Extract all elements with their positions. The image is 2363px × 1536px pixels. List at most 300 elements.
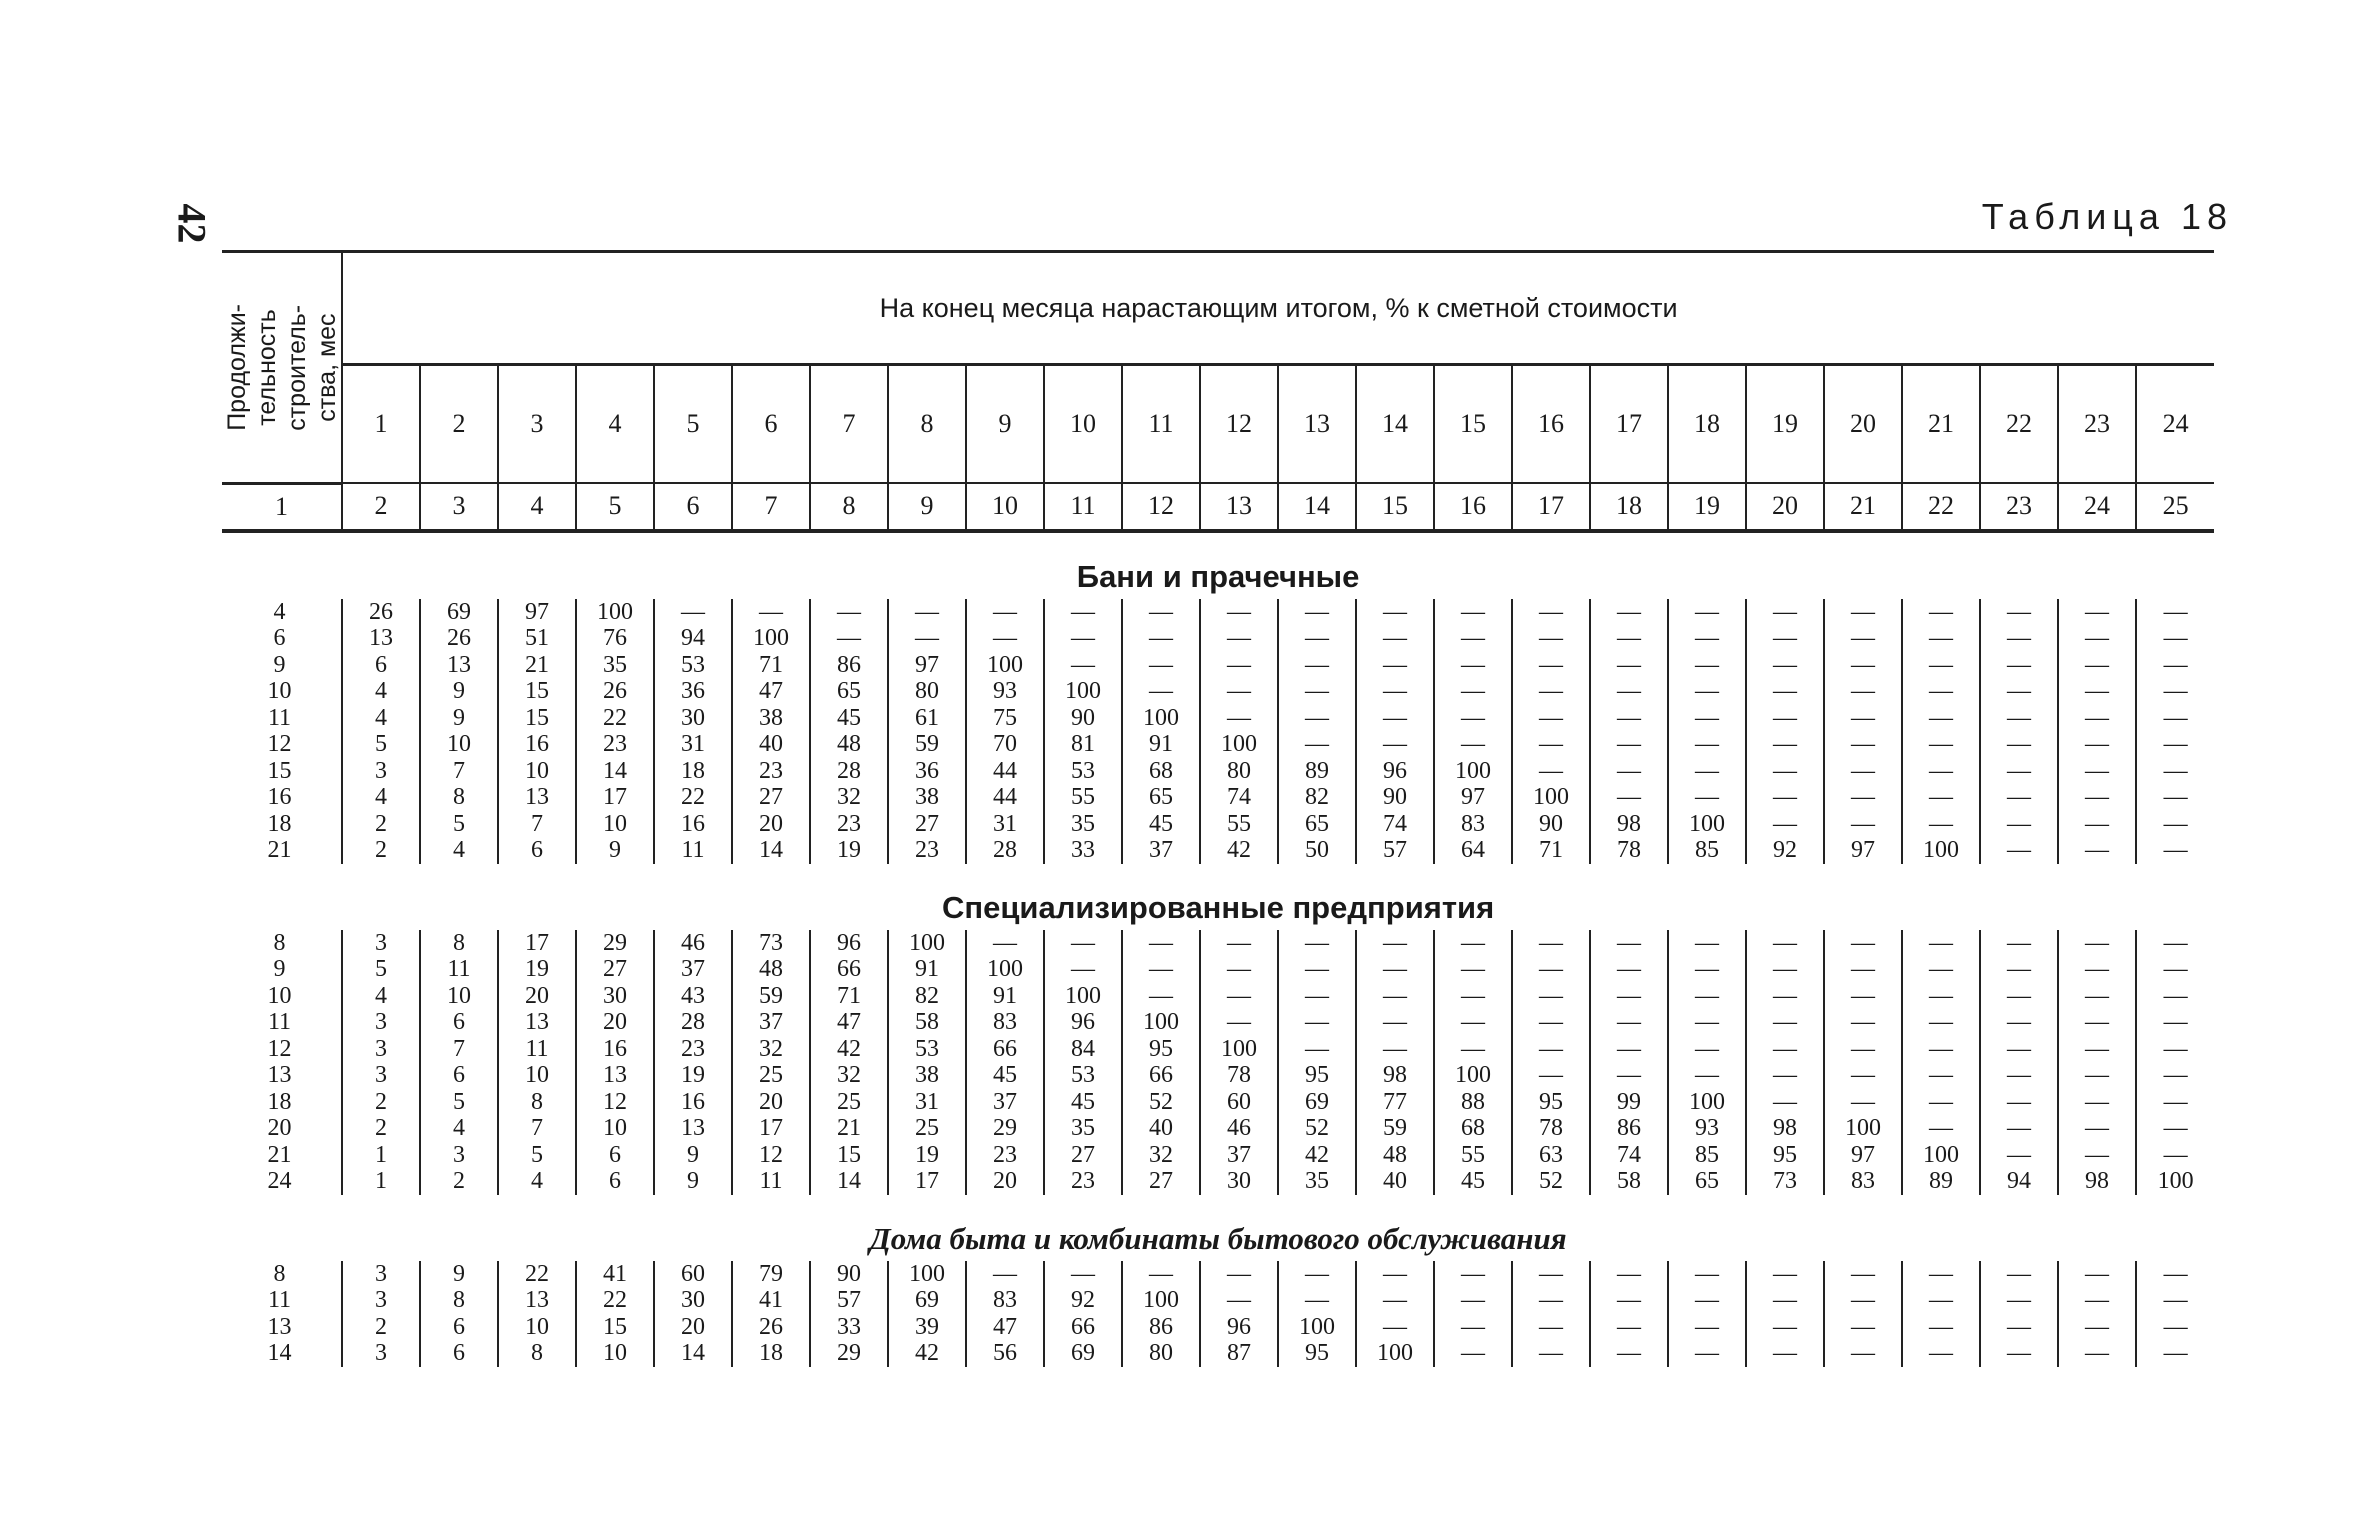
percent-cell: 83 xyxy=(966,1009,1044,1036)
percent-cell: — xyxy=(1902,811,1980,838)
percent-cell: 5 xyxy=(342,731,420,758)
percent-cell: — xyxy=(1356,1036,1434,1063)
percent-cell: 69 xyxy=(1278,1089,1356,1116)
percent-cell: — xyxy=(888,625,966,652)
column-number-9: 9 xyxy=(888,483,966,531)
percent-cell: 10 xyxy=(420,983,498,1010)
percent-cell: — xyxy=(2058,678,2136,705)
percent-cell: — xyxy=(1746,1314,1824,1341)
percent-cell: — xyxy=(2058,758,2136,785)
percent-cell: 26 xyxy=(576,678,654,705)
percent-cell: — xyxy=(1746,705,1824,732)
percent-cell: 22 xyxy=(576,1287,654,1314)
percent-cell: — xyxy=(1590,625,1668,652)
percent-cell: — xyxy=(1902,1287,1980,1314)
percent-cell: 37 xyxy=(1200,1142,1278,1169)
percent-cell: — xyxy=(1902,1062,1980,1089)
percent-cell: — xyxy=(1746,1261,1824,1288)
percent-cell: 15 xyxy=(810,1142,888,1169)
percent-cell: 95 xyxy=(1746,1142,1824,1169)
percent-cell: — xyxy=(1668,599,1746,626)
table-row xyxy=(222,652,2214,679)
percent-cell: 27 xyxy=(732,784,810,811)
percent-cell: 60 xyxy=(654,1261,732,1288)
duration-cell: 20 xyxy=(267,1115,292,1142)
percent-cell: 100 xyxy=(2136,1168,2214,1195)
percent-cell: — xyxy=(1980,705,2058,732)
percent-cell: 20 xyxy=(732,1089,810,1116)
percent-cell: 6 xyxy=(576,1168,654,1195)
percent-cell: 13 xyxy=(654,1115,732,1142)
percent-cell: 100 xyxy=(1044,983,1122,1010)
percent-cell: 85 xyxy=(1668,1142,1746,1169)
percent-cell: 30 xyxy=(654,1287,732,1314)
percent-cell: 30 xyxy=(1200,1168,1278,1195)
percent-cell: 69 xyxy=(420,599,498,626)
percent-cell: 23 xyxy=(966,1142,1044,1169)
percent-cell: 25 xyxy=(888,1115,966,1142)
percent-cell: 31 xyxy=(888,1089,966,1116)
percent-cell: 59 xyxy=(1356,1115,1434,1142)
percent-cell: — xyxy=(1356,678,1434,705)
percent-cell: 35 xyxy=(1044,811,1122,838)
percent-cell: 20 xyxy=(966,1168,1044,1195)
percent-cell: — xyxy=(1746,1062,1824,1089)
percent-cell: — xyxy=(2058,811,2136,838)
percent-cell: — xyxy=(2136,652,2214,679)
percent-cell: 8 xyxy=(420,784,498,811)
percent-cell: — xyxy=(1434,983,1512,1010)
column-number-24: 24 xyxy=(2058,483,2136,531)
percent-cell: — xyxy=(1668,652,1746,679)
percent-cell: 95 xyxy=(1278,1062,1356,1089)
percent-cell: 46 xyxy=(1200,1115,1278,1142)
percent-cell: 5 xyxy=(420,1089,498,1116)
percent-cell: 32 xyxy=(810,784,888,811)
duration-cell: 21 xyxy=(267,837,292,864)
month-header-7: 7 xyxy=(810,365,888,484)
percent-cell: — xyxy=(1278,1036,1356,1063)
percent-cell: — xyxy=(1668,930,1746,957)
percent-cell: 100 xyxy=(1122,705,1200,732)
percent-cell: 23 xyxy=(888,837,966,864)
percent-cell: 53 xyxy=(654,652,732,679)
percent-cell: 9 xyxy=(654,1142,732,1169)
percent-cell: 65 xyxy=(810,678,888,705)
percent-cell: 26 xyxy=(732,1314,810,1341)
data-table xyxy=(222,250,2214,1367)
percent-cell: 13 xyxy=(498,784,576,811)
percent-cell: 2 xyxy=(342,837,420,864)
percent-cell: 20 xyxy=(576,1009,654,1036)
percent-cell: — xyxy=(1356,705,1434,732)
percent-cell: 44 xyxy=(966,784,1044,811)
percent-cell: 82 xyxy=(888,983,966,1010)
percent-cell: — xyxy=(2136,930,2214,957)
percent-cell: — xyxy=(1512,983,1590,1010)
percent-cell: 13 xyxy=(420,652,498,679)
percent-cell: 96 xyxy=(1200,1314,1278,1341)
percent-cell: — xyxy=(1278,1261,1356,1288)
percent-cell: 4 xyxy=(420,1115,498,1142)
duration-cell: 8 xyxy=(273,1260,286,1287)
progress-super-header xyxy=(342,252,2214,365)
percent-cell: — xyxy=(2058,1287,2136,1314)
month-header-6: 6 xyxy=(732,365,810,484)
percent-cell: 27 xyxy=(1122,1168,1200,1195)
percent-cell: 83 xyxy=(966,1287,1044,1314)
percent-cell: 100 xyxy=(966,956,1044,983)
table-title: Таблица 18 xyxy=(1981,196,2233,237)
percent-cell: 47 xyxy=(732,678,810,705)
percent-cell: 12 xyxy=(732,1142,810,1169)
percent-cell: 4 xyxy=(498,1168,576,1195)
duration-header-label: Продолжи- тельность строитель- ства, мес xyxy=(222,303,341,431)
table-row xyxy=(222,731,2214,758)
column-number-12: 12 xyxy=(1122,483,1200,531)
percent-cell: 38 xyxy=(732,705,810,732)
percent-cell: — xyxy=(810,625,888,652)
table-row xyxy=(222,1168,2214,1195)
percent-cell: 60 xyxy=(1200,1089,1278,1116)
percent-cell: — xyxy=(1512,1314,1590,1341)
percent-cell: — xyxy=(1512,705,1590,732)
percent-cell: 100 xyxy=(1122,1009,1200,1036)
percent-cell: 15 xyxy=(498,705,576,732)
percent-cell: 37 xyxy=(966,1089,1044,1116)
percent-cell: — xyxy=(1356,625,1434,652)
percent-cell: — xyxy=(1356,1261,1434,1288)
percent-cell: 40 xyxy=(1356,1168,1434,1195)
percent-cell: 52 xyxy=(1512,1168,1590,1195)
percent-cell: — xyxy=(2136,784,2214,811)
percent-cell: — xyxy=(2136,956,2214,983)
percent-cell: 18 xyxy=(732,1340,810,1367)
percent-cell: 100 xyxy=(888,1261,966,1288)
percent-cell: 23 xyxy=(810,811,888,838)
percent-cell: — xyxy=(654,599,732,626)
percent-cell: 92 xyxy=(1746,837,1824,864)
percent-cell: — xyxy=(2136,1142,2214,1169)
percent-cell: — xyxy=(1980,1261,2058,1288)
table-row xyxy=(222,1287,2214,1314)
percent-cell: — xyxy=(1980,956,2058,983)
percent-cell: 40 xyxy=(732,731,810,758)
duration-cell: 16 xyxy=(267,784,292,811)
percent-cell: 4 xyxy=(342,784,420,811)
percent-cell: 95 xyxy=(1278,1340,1356,1367)
percent-cell: 74 xyxy=(1356,811,1434,838)
column-number-row xyxy=(222,483,2214,531)
column-number-8: 8 xyxy=(810,483,888,531)
percent-cell: — xyxy=(1668,1261,1746,1288)
duration-cell: 13 xyxy=(267,1313,292,1340)
percent-cell: 6 xyxy=(420,1340,498,1367)
month-header-24: 24 xyxy=(2136,365,2214,484)
percent-cell: 7 xyxy=(498,1115,576,1142)
percent-cell: 17 xyxy=(498,930,576,957)
percent-cell: 4 xyxy=(342,983,420,1010)
percent-cell: — xyxy=(1434,678,1512,705)
percent-cell: 100 xyxy=(1434,758,1512,785)
percent-cell: — xyxy=(1512,1009,1590,1036)
percent-cell: — xyxy=(732,599,810,626)
percent-cell: 16 xyxy=(576,1036,654,1063)
percent-cell: — xyxy=(1512,1340,1590,1367)
percent-cell: 100 xyxy=(1434,1062,1512,1089)
duration-cell: 9 xyxy=(273,651,286,678)
percent-cell: — xyxy=(1980,1062,2058,1089)
percent-cell: 100 xyxy=(1668,1089,1746,1116)
percent-cell: — xyxy=(1200,930,1278,957)
percent-cell: 13 xyxy=(498,1287,576,1314)
percent-cell: — xyxy=(1668,678,1746,705)
column-number-2: 2 xyxy=(342,483,420,531)
percent-cell: 90 xyxy=(1512,811,1590,838)
percent-cell: 69 xyxy=(1044,1340,1122,1367)
column-number-6: 6 xyxy=(654,483,732,531)
percent-cell: — xyxy=(1902,625,1980,652)
percent-cell: — xyxy=(1122,1261,1200,1288)
duration-cell: 15 xyxy=(267,757,292,784)
percent-cell: 96 xyxy=(1044,1009,1122,1036)
percent-cell: — xyxy=(2136,1036,2214,1063)
percent-cell: 69 xyxy=(888,1287,966,1314)
percent-cell: — xyxy=(1434,1009,1512,1036)
percent-cell: — xyxy=(1668,731,1746,758)
percent-cell: 75 xyxy=(966,705,1044,732)
percent-cell: 41 xyxy=(576,1261,654,1288)
percent-cell: 10 xyxy=(498,758,576,785)
percent-cell: 3 xyxy=(342,1261,420,1288)
percent-cell: 90 xyxy=(810,1261,888,1288)
percent-cell: — xyxy=(1590,652,1668,679)
percent-cell: 3 xyxy=(342,1340,420,1367)
percent-cell: 38 xyxy=(888,784,966,811)
percent-cell: 46 xyxy=(654,930,732,957)
percent-cell: — xyxy=(1590,956,1668,983)
percent-cell: 15 xyxy=(498,678,576,705)
column-number-13: 13 xyxy=(1200,483,1278,531)
percent-cell: 18 xyxy=(654,758,732,785)
month-header-8: 8 xyxy=(888,365,966,484)
percent-cell: 2 xyxy=(420,1168,498,1195)
percent-cell: 3 xyxy=(420,1142,498,1169)
percent-cell: — xyxy=(2058,1009,2136,1036)
percent-cell: 57 xyxy=(810,1287,888,1314)
percent-cell: — xyxy=(1512,652,1590,679)
percent-cell: 100 xyxy=(1512,784,1590,811)
percent-cell: — xyxy=(1746,731,1824,758)
percent-cell: 78 xyxy=(1200,1062,1278,1089)
column-number-7: 7 xyxy=(732,483,810,531)
percent-cell: 97 xyxy=(498,599,576,626)
percent-cell: 59 xyxy=(888,731,966,758)
percent-cell: 93 xyxy=(1668,1115,1746,1142)
percent-cell: — xyxy=(1980,1089,2058,1116)
percent-cell: — xyxy=(1434,1340,1512,1367)
percent-cell: — xyxy=(2058,1115,2136,1142)
percent-cell: — xyxy=(1824,1314,1902,1341)
percent-cell: — xyxy=(1512,731,1590,758)
percent-cell: — xyxy=(1668,1036,1746,1063)
percent-cell: — xyxy=(2136,1115,2214,1142)
percent-cell: 95 xyxy=(1512,1089,1590,1116)
percent-cell: 100 xyxy=(1356,1340,1434,1367)
percent-cell: — xyxy=(1824,956,1902,983)
percent-cell: — xyxy=(2058,705,2136,732)
table-row xyxy=(222,956,2214,983)
table-row xyxy=(222,599,2214,626)
percent-cell: — xyxy=(1746,678,1824,705)
percent-cell: 37 xyxy=(1122,837,1200,864)
percent-cell: — xyxy=(1356,731,1434,758)
percent-cell: 100 xyxy=(966,652,1044,679)
percent-cell: — xyxy=(1668,758,1746,785)
percent-cell: — xyxy=(1902,983,1980,1010)
percent-cell: — xyxy=(1200,652,1278,679)
month-header-22: 22 xyxy=(1980,365,2058,484)
percent-cell: — xyxy=(2136,1340,2214,1367)
column-number-4: 4 xyxy=(498,483,576,531)
percent-cell: — xyxy=(1044,956,1122,983)
percent-cell: 94 xyxy=(654,625,732,652)
percent-cell: 8 xyxy=(420,1287,498,1314)
percent-cell: — xyxy=(1434,652,1512,679)
section-title: Бани и прачечные xyxy=(1076,558,1360,594)
percent-cell: — xyxy=(2136,1287,2214,1314)
percent-cell: — xyxy=(1122,956,1200,983)
percent-cell: — xyxy=(1902,930,1980,957)
column-number-22: 22 xyxy=(1902,483,1980,531)
percent-cell: 37 xyxy=(654,956,732,983)
percent-cell: — xyxy=(1746,652,1824,679)
percent-cell: — xyxy=(1824,625,1902,652)
percent-cell: 63 xyxy=(1512,1142,1590,1169)
percent-cell: — xyxy=(1122,652,1200,679)
percent-cell: 53 xyxy=(1044,1062,1122,1089)
percent-cell: — xyxy=(1902,1089,1980,1116)
percent-cell: 20 xyxy=(498,983,576,1010)
duration-cell: 24 xyxy=(267,1168,292,1195)
percent-cell: — xyxy=(1824,678,1902,705)
percent-cell: 80 xyxy=(1122,1340,1200,1367)
percent-cell: — xyxy=(1512,625,1590,652)
percent-cell: 50 xyxy=(1278,837,1356,864)
section-title: Дома быта и комбинаты бытового обслуживания xyxy=(869,1220,1567,1256)
percent-cell: 6 xyxy=(420,1009,498,1036)
percent-cell: 7 xyxy=(420,1036,498,1063)
percent-cell: 99 xyxy=(1590,1089,1668,1116)
percent-cell: 5 xyxy=(498,1142,576,1169)
percent-cell: 35 xyxy=(576,652,654,679)
percent-cell: — xyxy=(1278,652,1356,679)
percent-cell: — xyxy=(1902,956,1980,983)
percent-cell: — xyxy=(1044,652,1122,679)
percent-cell: 78 xyxy=(1590,837,1668,864)
percent-cell: — xyxy=(1512,1036,1590,1063)
percent-cell: — xyxy=(1980,625,2058,652)
percent-cell: 73 xyxy=(1746,1168,1824,1195)
percent-cell: — xyxy=(1746,811,1824,838)
column-number-21: 21 xyxy=(1824,483,1902,531)
percent-cell: — xyxy=(2058,1062,2136,1089)
percent-cell: — xyxy=(1278,930,1356,957)
percent-cell: — xyxy=(1902,758,1980,785)
percent-cell: — xyxy=(1980,983,2058,1010)
percent-cell: — xyxy=(1668,1340,1746,1367)
percent-cell: 32 xyxy=(1122,1142,1200,1169)
percent-cell: 73 xyxy=(732,930,810,957)
percent-cell: — xyxy=(1590,930,1668,957)
month-header-1: 1 xyxy=(342,365,420,484)
percent-cell: — xyxy=(1590,758,1668,785)
percent-cell: — xyxy=(1200,983,1278,1010)
percent-cell: — xyxy=(1980,1142,2058,1169)
percent-cell: — xyxy=(1590,705,1668,732)
percent-cell: 56 xyxy=(966,1340,1044,1367)
percent-cell: — xyxy=(1590,678,1668,705)
percent-cell: 92 xyxy=(1044,1287,1122,1314)
percent-cell: — xyxy=(2136,1314,2214,1341)
table-row xyxy=(222,784,2214,811)
column-number-14: 14 xyxy=(1278,483,1356,531)
month-header-10: 10 xyxy=(1044,365,1122,484)
percent-cell: — xyxy=(1980,1115,2058,1142)
percent-cell: 85 xyxy=(1668,837,1746,864)
table-row xyxy=(222,811,2214,838)
column-number-23: 23 xyxy=(1980,483,2058,531)
percent-cell: — xyxy=(1044,930,1122,957)
percent-cell: 28 xyxy=(810,758,888,785)
month-header-9: 9 xyxy=(966,365,1044,484)
data-table-container xyxy=(222,250,2214,1367)
table-row xyxy=(222,1036,2214,1063)
percent-cell: 51 xyxy=(498,625,576,652)
percent-cell: — xyxy=(1902,599,1980,626)
percent-cell: — xyxy=(1044,599,1122,626)
percent-cell: 42 xyxy=(1278,1142,1356,1169)
duration-cell: 11 xyxy=(267,704,292,731)
percent-cell: — xyxy=(1980,1036,2058,1063)
percent-cell: 30 xyxy=(654,705,732,732)
percent-cell: 19 xyxy=(810,837,888,864)
percent-cell: 100 xyxy=(1902,1142,1980,1169)
percent-cell: — xyxy=(966,1261,1044,1288)
percent-cell: 68 xyxy=(1434,1115,1512,1142)
percent-cell: — xyxy=(1278,705,1356,732)
percent-cell: — xyxy=(1278,678,1356,705)
month-header-23: 23 xyxy=(2058,365,2136,484)
percent-cell: — xyxy=(1434,599,1512,626)
percent-cell: — xyxy=(2136,678,2214,705)
percent-cell: — xyxy=(1668,1009,1746,1036)
column-number-18: 18 xyxy=(1590,483,1668,531)
percent-cell: 98 xyxy=(2058,1168,2136,1195)
percent-cell: 17 xyxy=(732,1115,810,1142)
percent-cell: 13 xyxy=(576,1062,654,1089)
table-row xyxy=(222,837,2214,864)
percent-cell: 98 xyxy=(1356,1062,1434,1089)
percent-cell: 55 xyxy=(1044,784,1122,811)
percent-cell: 27 xyxy=(1044,1142,1122,1169)
percent-cell: — xyxy=(888,599,966,626)
percent-cell: 25 xyxy=(732,1062,810,1089)
percent-cell: — xyxy=(1668,705,1746,732)
percent-cell: 58 xyxy=(1590,1168,1668,1195)
table-row xyxy=(222,1009,2214,1036)
percent-cell: 88 xyxy=(1434,1089,1512,1116)
